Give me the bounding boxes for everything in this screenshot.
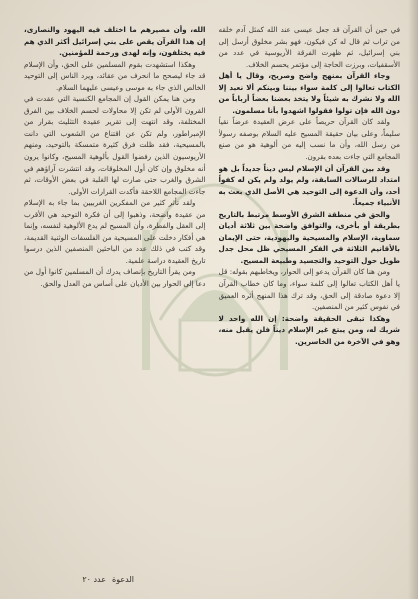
paragraph: ومن يقرأ التاريخ بإنصاف يدرك أن المسلمين كانوا أول من دعا إلى الحوار بين الأديان على أساس من العدل والحق. [24, 267, 206, 289]
scan-shadow [408, 0, 418, 599]
paragraph: ولقد كان القرآن حريصاً على عرض العقيدة عرضاً نقياً سليماً، وعلى بيان حقيقة المسيح عليه السلام بوصفه رسولاً من رسل الله، وأن ما نسب إليه من ألوهية هو من صنع المجامع التي جاءت بعده بقرون. [218, 117, 400, 162]
paragraph: وهكذا استشهدت بقوم المسلمين على الحق، وأن الإسلام قد جاء ليصحح ما انحرف من عقائد، ويرد الناس إلى التوحيد الخالص الذي جاء به موسى وعيسى عليهما السلام. [24, 59, 206, 92]
paragraph: ومن هنا كان القرآن يدعو إلى الحوار، ويخاطبهم بقوله: قل يا أهل الكتاب تعالوا إلى كلمة سواء، وما كان خطاب القرآن إلا دعوة صادقة إلى الحق، وقد ترك هذا المنهج أثره العميق في نفوس كثير من المنصفين. [218, 267, 400, 312]
page-footer [14, 571, 134, 587]
article-body [24, 24, 400, 559]
issue-number: عدد ٢٠ [82, 574, 107, 584]
left-column [24, 24, 206, 559]
paragraph: وهكذا تبقى الحقيقة واضحة: إن الله واحد لا شريك له، ومن يبتغ غير الإسلام ديناً فلن يقبل منه، وهو في الآخرة من الخاسرين. [218, 313, 400, 346]
paragraph: ولقد تأثر كثير من المفكرين الغربيين بما جاء به الإسلام من عقيدة واضحة، وذهبوا إلى أن فكرة التوحيد هي الأقرب إلى العقل والفطرة، وأن المسيح لم يدع الألوهية لنفسه، وإنما هي أفكار دخلت على المسيحية من الفلسفات الوثنية القديمة، وقد كتب في ذلك عدد من الباحثين المنصفين الذين درسوا تاريخ العقيدة دراسة علمية. [24, 198, 206, 265]
paragraph: الله، وأن مصيرهم ما اختلف فيه اليهود والنصارى، إن هذا القرآن يقص على بني إسرائيل أكثر الذي هم فيه يختلفون، وإنه لهدى ورحمة للمؤمنين. [24, 25, 206, 58]
paragraph: وجاء القرآن بمنهج واضح وصريح، وقال يا أهل الكتاب تعالوا إلى كلمة سواء بيننا وبينكم ألا نعبد إلا الله ولا نشرك به شيئاً ولا يتخذ بعضنا بعضاً أرباباً من دون الله فإن تولوا فقولوا اشهدوا بأنا مسلمون. [218, 71, 400, 115]
paragraph: في حين أن القرآن قد جعل عيسى عند الله كمثل آدم خلقه من تراب ثم قال له كن فيكون، فهو بشر مخلوق أرسل إلى بني إسرائيل، ثم ظهرت الفرقة الأريوسية في عدد من الأسقفيات، وبرزت الحاجة إلى مؤتمر يحسم الخلاف. [218, 25, 400, 69]
paragraph: وقد بين القرآن أن الإسلام ليس ديناً جديداً بل هو امتداد للرسالات السابقة، ولم يولد ولم يكن له كفواً أحد، وأن الدعوة إلى التوحيد هي الأصل الذي بعث به الأنبياء جميعاً. [218, 163, 400, 208]
paragraph: والحق في منطقة الشرق الأوسط مرتبط بالتاريخ بطريقة أو بأخرى، والتوافق واضحة بين ثلاثة أديان سماوية، الإسلام والمسيحية واليهودية، حتى الإيمان بالأقانيم الثلاثة في الفكر المسيحي ظل محل جدل طويل حول التوحيد والتجسيد وطبيعة المسيح. [218, 209, 400, 265]
magazine-name: الدعوة [112, 574, 134, 584]
right-column [219, 24, 401, 559]
paragraph: ومن هنا يمكن القول إن المجامع الكنسية التي عقدت في القرون الأولى لم تكن إلا محاولات لحسم الخلاف بين الفرق المختلفة، وقد انتهت إلى تقرير عقيدة التثليث بقرار من الإمبراطور، ولم تكن عن اقتناع من الشعوب التي دانت بالمسيحية، فقد ظلت فرق كثيرة متمسكة بالتوحيد، ومنهم الأريوسيون الذين رفضوا القول بألوهية المسيح، وكانوا يرون أنه مخلوق وإن كان أول المخلوقات، وقد انتشرت آراؤهم في الشرق والغرب حتى صارت لها الغلبة في بعض الأوقات، ثم جاءت المجامع اللاحقة فأكدت القرارات الأولى. [24, 94, 206, 196]
